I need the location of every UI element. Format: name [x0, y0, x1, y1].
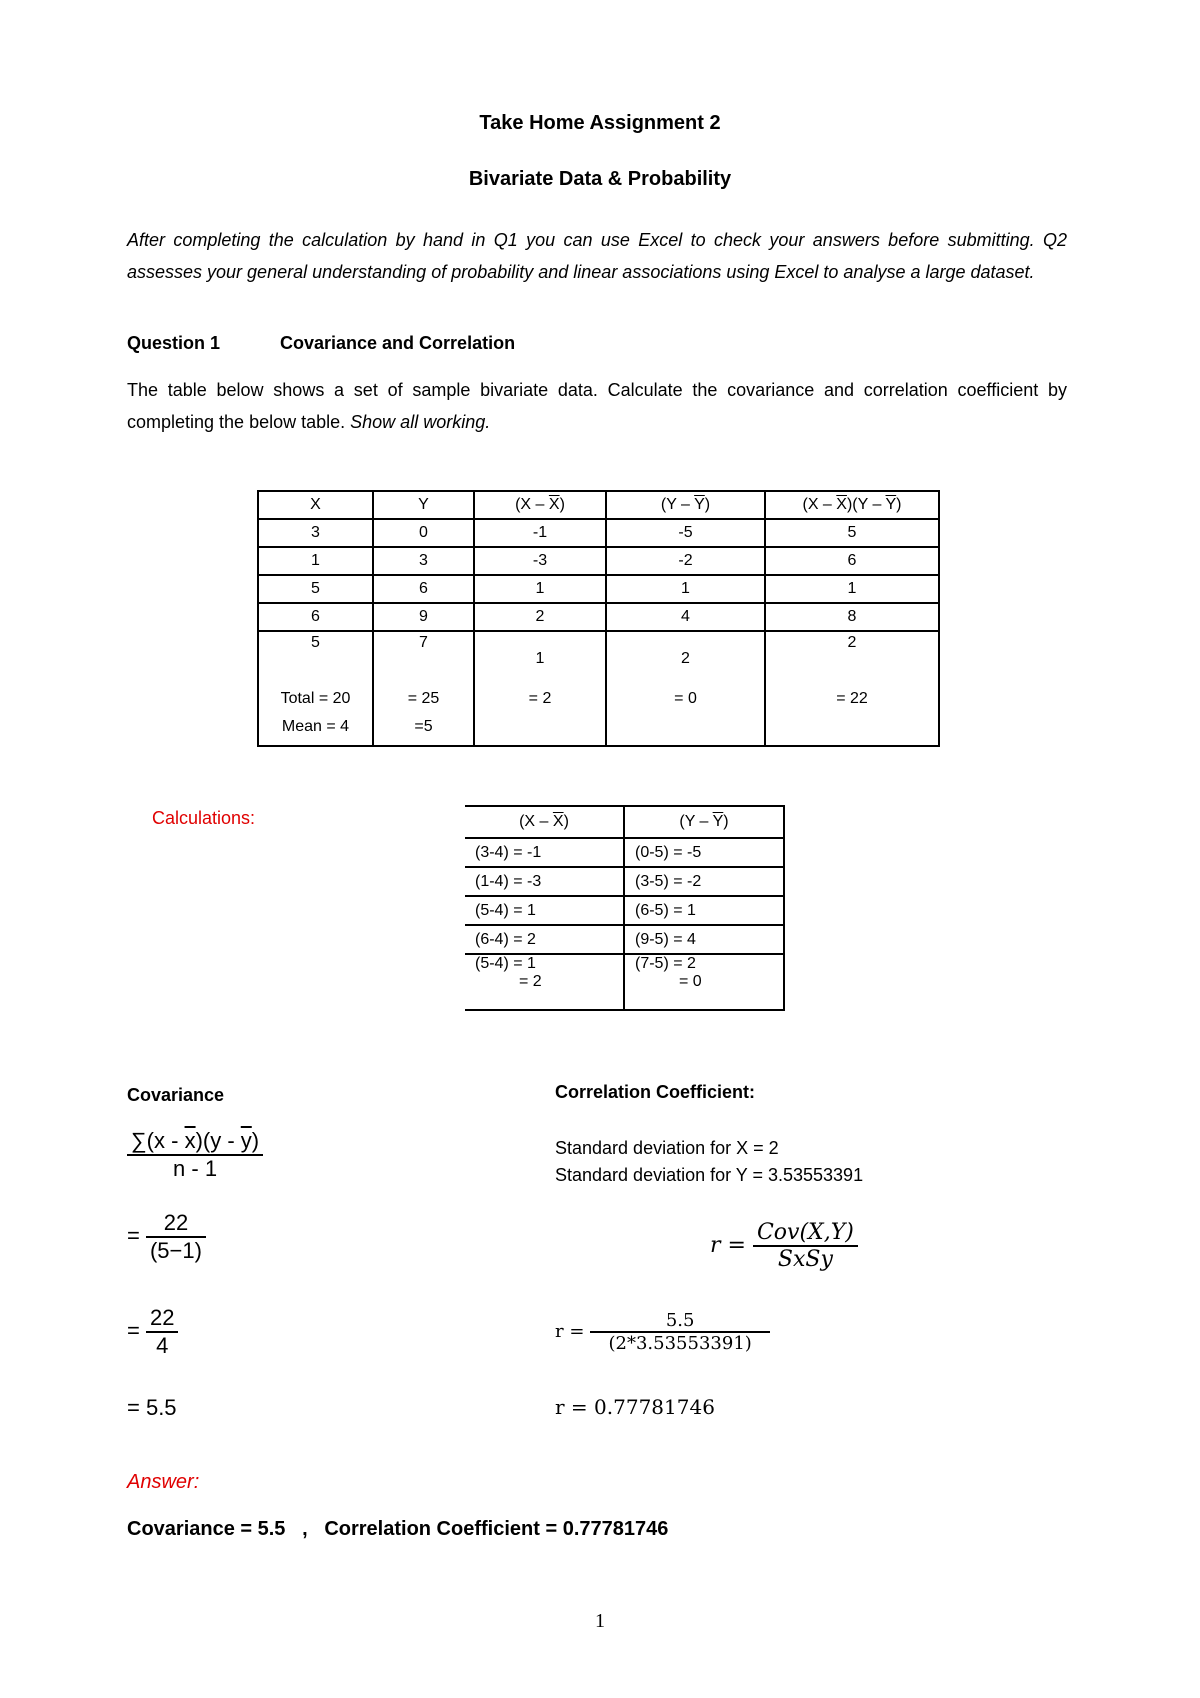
- cell: 9: [373, 603, 474, 631]
- cell: -3: [474, 547, 606, 575]
- step-1-numerator: 22: [146, 1210, 206, 1238]
- calc-header-dx: $(X - \overline{X})$: [465, 806, 624, 838]
- r-numerator: Cov(X,Y): [753, 1220, 858, 1247]
- cell: 3: [258, 519, 373, 547]
- cell-x-summary: [258, 631, 373, 746]
- covariance-numerator: $\sum(x - \overline{x})(y - \overline{y})$: [127, 1128, 263, 1156]
- intro-paragraph: After completing the calculation by hand in Q1 you can use Excel to check your answers before submitting. Q2 assesses your general understanding of probability and linear associations using Excel to analyse a large dataset.: [127, 230, 1067, 282]
- step-1-denominator: (5−1): [149, 1238, 202, 1263]
- std-dev-y: Standard deviation for Y = 3.53553391: [555, 1165, 864, 1185]
- step-1-fraction: [146, 1210, 206, 1264]
- step-2-numerator: 22: [146, 1305, 178, 1333]
- question-body: The table below shows a set of sample bivariate data. Calculate the covariance and correlation coefficient by completing the below table.: [127, 380, 1067, 432]
- dx-total: = 2: [528, 690, 552, 707]
- cell-product-summary: [765, 631, 939, 746]
- std-dev-x: Standard deviation for X = 2: [555, 1138, 779, 1158]
- calc-row: [465, 867, 784, 896]
- table-row: [258, 603, 939, 631]
- cell: 0: [373, 519, 474, 547]
- sub-fraction: [590, 1310, 770, 1354]
- product-total: = 22: [836, 690, 868, 707]
- header-x: X: [258, 491, 373, 519]
- sub-numerator: 5.5: [590, 1310, 770, 1333]
- question-title: Covariance and Correlation: [280, 333, 516, 353]
- x-total: Total = 20: [280, 690, 351, 707]
- sub-lhs: r =: [555, 1321, 585, 1342]
- r-fraction: [753, 1220, 858, 1272]
- sub-denominator: (2*3.53553391): [608, 1333, 752, 1354]
- cell-value: 5: [311, 634, 320, 651]
- cell-value: 2: [847, 634, 857, 651]
- calc-summary-dy: [624, 954, 784, 1010]
- calc-row: [465, 896, 784, 925]
- calc-cell: (5-4) = 1: [465, 896, 624, 925]
- cell: 1: [258, 547, 373, 575]
- calc-row: [465, 838, 784, 867]
- calc-cell: (7-5) = 2: [635, 955, 696, 972]
- calculations-label: Calculations:: [152, 808, 256, 828]
- calc-total-dy: = 0: [679, 973, 702, 990]
- question-heading: [127, 333, 516, 354]
- covariance-fraction: [127, 1128, 263, 1182]
- correlation-formula: [710, 1220, 858, 1272]
- y-total: = 25: [407, 690, 440, 707]
- header-product: $(X - \overline{X})(Y - \overline{Y})$: [765, 491, 939, 519]
- page-number: 1: [595, 1610, 605, 1632]
- table-header-row: [258, 491, 939, 519]
- header-dx: $(X - \overline{X})$: [474, 491, 606, 519]
- cell: 1: [606, 575, 765, 603]
- cell-value: 2: [681, 650, 690, 667]
- covariance-step-1: = $\frac{22}{(5-1)}$: [127, 1210, 206, 1264]
- calc-cell: (5-4) = 1: [475, 955, 536, 972]
- table-summary-row: [258, 631, 939, 746]
- answer-label: Answer:: [127, 1471, 200, 1493]
- cell: 2: [474, 603, 606, 631]
- cell: -2: [606, 547, 765, 575]
- cell: 5: [258, 575, 373, 603]
- correlation-label: Correlation Coefficient:: [555, 1082, 756, 1102]
- calc-header-row: [465, 806, 784, 838]
- question-emphasis: Show all working.: [350, 412, 491, 432]
- correlation-substitution: [555, 1310, 770, 1354]
- table-row: [258, 575, 939, 603]
- calc-summary-dx: [465, 954, 624, 1010]
- page-subtitle: Bivariate Data & Probability: [468, 168, 732, 190]
- r-lhs: r =: [710, 1233, 746, 1258]
- correlation-result: r = 0.77781746: [555, 1395, 715, 1419]
- cell: 5: [765, 519, 939, 547]
- step-2-fraction: [146, 1305, 178, 1359]
- cell-dy-summary: [606, 631, 765, 746]
- calc-cell: (0-5) = -5: [624, 838, 784, 867]
- cell: -5: [606, 519, 765, 547]
- header-dy: $(Y - \overline{Y})$: [606, 491, 765, 519]
- page-title: Take Home Assignment 2: [479, 112, 721, 134]
- cell: 4: [606, 603, 765, 631]
- cell: -1: [474, 519, 606, 547]
- calc-summary-row: [465, 954, 784, 1010]
- cell: 3: [373, 547, 474, 575]
- covariance-label: Covariance: [127, 1085, 225, 1105]
- question-number: Question 1: [127, 333, 221, 353]
- calc-cell: (6-5) = 1: [624, 896, 784, 925]
- calc-cell: (1-4) = -3: [465, 867, 624, 896]
- covariance-result: = 5.5: [127, 1395, 177, 1420]
- calc-total-dx: = 2: [519, 973, 542, 990]
- calculations-table: [465, 805, 785, 1011]
- covariance-formula: [127, 1128, 263, 1182]
- cell: 6: [373, 575, 474, 603]
- table-row: [258, 519, 939, 547]
- table-row: [258, 547, 939, 575]
- calc-cell: (3-4) = -1: [465, 838, 624, 867]
- calc-cell: (9-5) = 4: [624, 925, 784, 954]
- r-denominator: SxSy: [777, 1247, 833, 1272]
- dy-total: = 0: [674, 690, 697, 707]
- header-y: Y: [373, 491, 474, 519]
- bivariate-table: [257, 490, 940, 747]
- y-mean: =5: [414, 718, 433, 735]
- answer-line: Covariance = 5.5 , Correlation Coefficient = 0.77781746: [127, 1518, 669, 1540]
- cell-value: 7: [419, 634, 428, 651]
- calc-cell: (3-5) = -2: [624, 867, 784, 896]
- cell-dx-summary: [474, 631, 606, 746]
- x-mean: Mean = 4: [281, 718, 350, 735]
- cell: 8: [765, 603, 939, 631]
- covariance-step-2: = $\frac{22}{4}$: [127, 1305, 178, 1359]
- cell-value: 1: [535, 650, 545, 667]
- cell: 6: [765, 547, 939, 575]
- cell: 1: [474, 575, 606, 603]
- cell: 6: [258, 603, 373, 631]
- calc-row: [465, 925, 784, 954]
- step-2-denominator: 4: [156, 1333, 169, 1358]
- cell-y-summary: [373, 631, 474, 746]
- cell: 1: [765, 575, 939, 603]
- calc-header-dy: $(Y - \overline{Y})$: [624, 806, 784, 838]
- calc-cell: (6-4) = 2: [465, 925, 624, 954]
- question-text: [127, 374, 1067, 438]
- covariance-denominator: n - 1: [173, 1156, 218, 1181]
